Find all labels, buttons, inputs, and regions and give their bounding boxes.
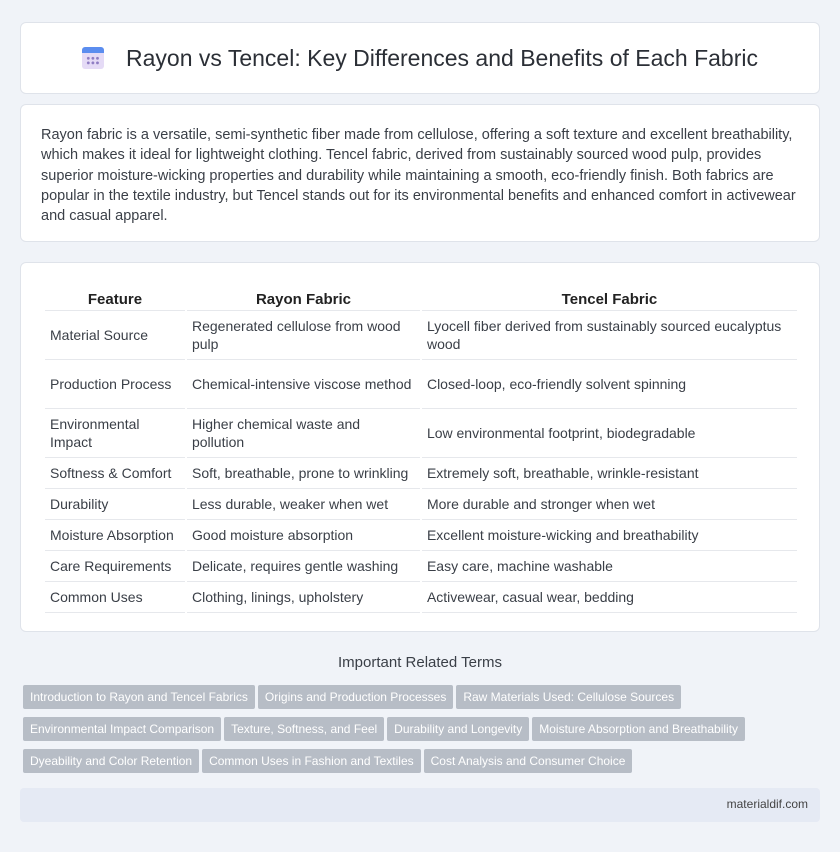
related-tag-environmental[interactable]: Environmental Impact Comparison: [23, 717, 221, 741]
table-header-row: [45, 281, 797, 311]
tencel-cell: Extremely soft, breathable, wrinkle-resistant: [422, 458, 797, 489]
related-tag-durability[interactable]: Durability and Longevity: [387, 717, 529, 741]
related-tag-raw-materials[interactable]: Raw Materials Used: Cellulose Sources: [456, 685, 681, 709]
feature-cell: Durability: [45, 489, 185, 520]
column-header-tencel: Tencel Fabric: [422, 281, 797, 311]
tencel-cell: Closed-loop, eco-friendly solvent spinning: [422, 360, 797, 409]
footer: [20, 788, 820, 822]
related-tag-introduction[interactable]: Introduction to Rayon and Tencel Fabrics: [23, 685, 255, 709]
tencel-cell: More durable and stronger when wet: [422, 489, 797, 520]
rayon-cell: Clothing, linings, upholstery: [187, 582, 420, 613]
rayon-cell: Delicate, requires gentle washing: [187, 551, 420, 582]
footer-site-link[interactable]: materialdif.com: [726, 797, 808, 811]
document-icon: [82, 47, 104, 69]
feature-cell: Material Source: [45, 311, 185, 360]
page-title: Rayon vs Tencel: Key Differences and Benefits of Each Fabric: [126, 44, 758, 71]
column-header-rayon: Rayon Fabric: [187, 281, 420, 311]
rayon-cell: Less durable, weaker when wet: [187, 489, 420, 520]
column-header-feature: Feature: [45, 281, 185, 311]
related-terms-title: Important Related Terms: [338, 654, 502, 671]
table-row: [45, 311, 797, 360]
intro-card: [20, 104, 820, 242]
table-row: [45, 360, 797, 409]
comparison-table-card: [20, 262, 820, 632]
rayon-cell: Soft, breathable, prone to wrinkling: [187, 458, 420, 489]
related-tag-moisture[interactable]: Moisture Absorption and Breathability: [532, 717, 745, 741]
feature-cell: Care Requirements: [45, 551, 185, 582]
rayon-cell: Regenerated cellulose from wood pulp: [187, 311, 420, 360]
feature-cell: Common Uses: [45, 582, 185, 613]
tencel-cell: Excellent moisture-wicking and breathability: [422, 520, 797, 551]
rayon-cell: Good moisture absorption: [187, 520, 420, 551]
table-row: [45, 489, 797, 520]
feature-cell: Production Process: [45, 360, 185, 409]
table-row: [45, 458, 797, 489]
intro-paragraph: Rayon fabric is a versatile, semi-synthetic fiber made from cellulose, offering a soft texture and excellent breathability, which makes it ideal for lightweight clothing. Tencel fabric, derived from sustainably sourced wood pulp, provides superior moisture-wicking properties and durability while maintaining a smooth, eco-friendly finish. Both fabrics are popular in the textile industry, but Tencel stands out for its environmental benefits and enhanced comfort in activewear and casual apparel.: [41, 127, 796, 225]
rayon-cell: Higher chemical waste and pollution: [187, 409, 420, 458]
related-tag-common-uses[interactable]: Common Uses in Fashion and Textiles: [202, 749, 421, 773]
table-row: [45, 551, 797, 582]
feature-cell: Softness & Comfort: [45, 458, 185, 489]
tencel-cell: Lyocell fiber derived from sustainably sourced eucalyptus wood: [422, 311, 797, 360]
tencel-cell: Activewear, casual wear, bedding: [422, 582, 797, 613]
related-tag-dyeability[interactable]: Dyeability and Color Retention: [23, 749, 199, 773]
table-row: [45, 409, 797, 458]
header-card: [20, 22, 820, 94]
table-row: [45, 582, 797, 613]
related-terms-tags: [23, 685, 823, 781]
rayon-cell: Chemical-intensive viscose method: [187, 360, 420, 409]
related-tag-origins[interactable]: Origins and Production Processes: [258, 685, 453, 709]
feature-cell: Environmental Impact: [45, 409, 185, 458]
tencel-cell: Easy care, machine washable: [422, 551, 797, 582]
tencel-cell: Low environmental footprint, biodegradable: [422, 409, 797, 458]
related-tag-cost[interactable]: Cost Analysis and Consumer Choice: [424, 749, 633, 773]
comparison-table: [43, 281, 799, 613]
table-row: [45, 520, 797, 551]
feature-cell: Moisture Absorption: [45, 520, 185, 551]
related-tag-texture[interactable]: Texture, Softness, and Feel: [224, 717, 384, 741]
